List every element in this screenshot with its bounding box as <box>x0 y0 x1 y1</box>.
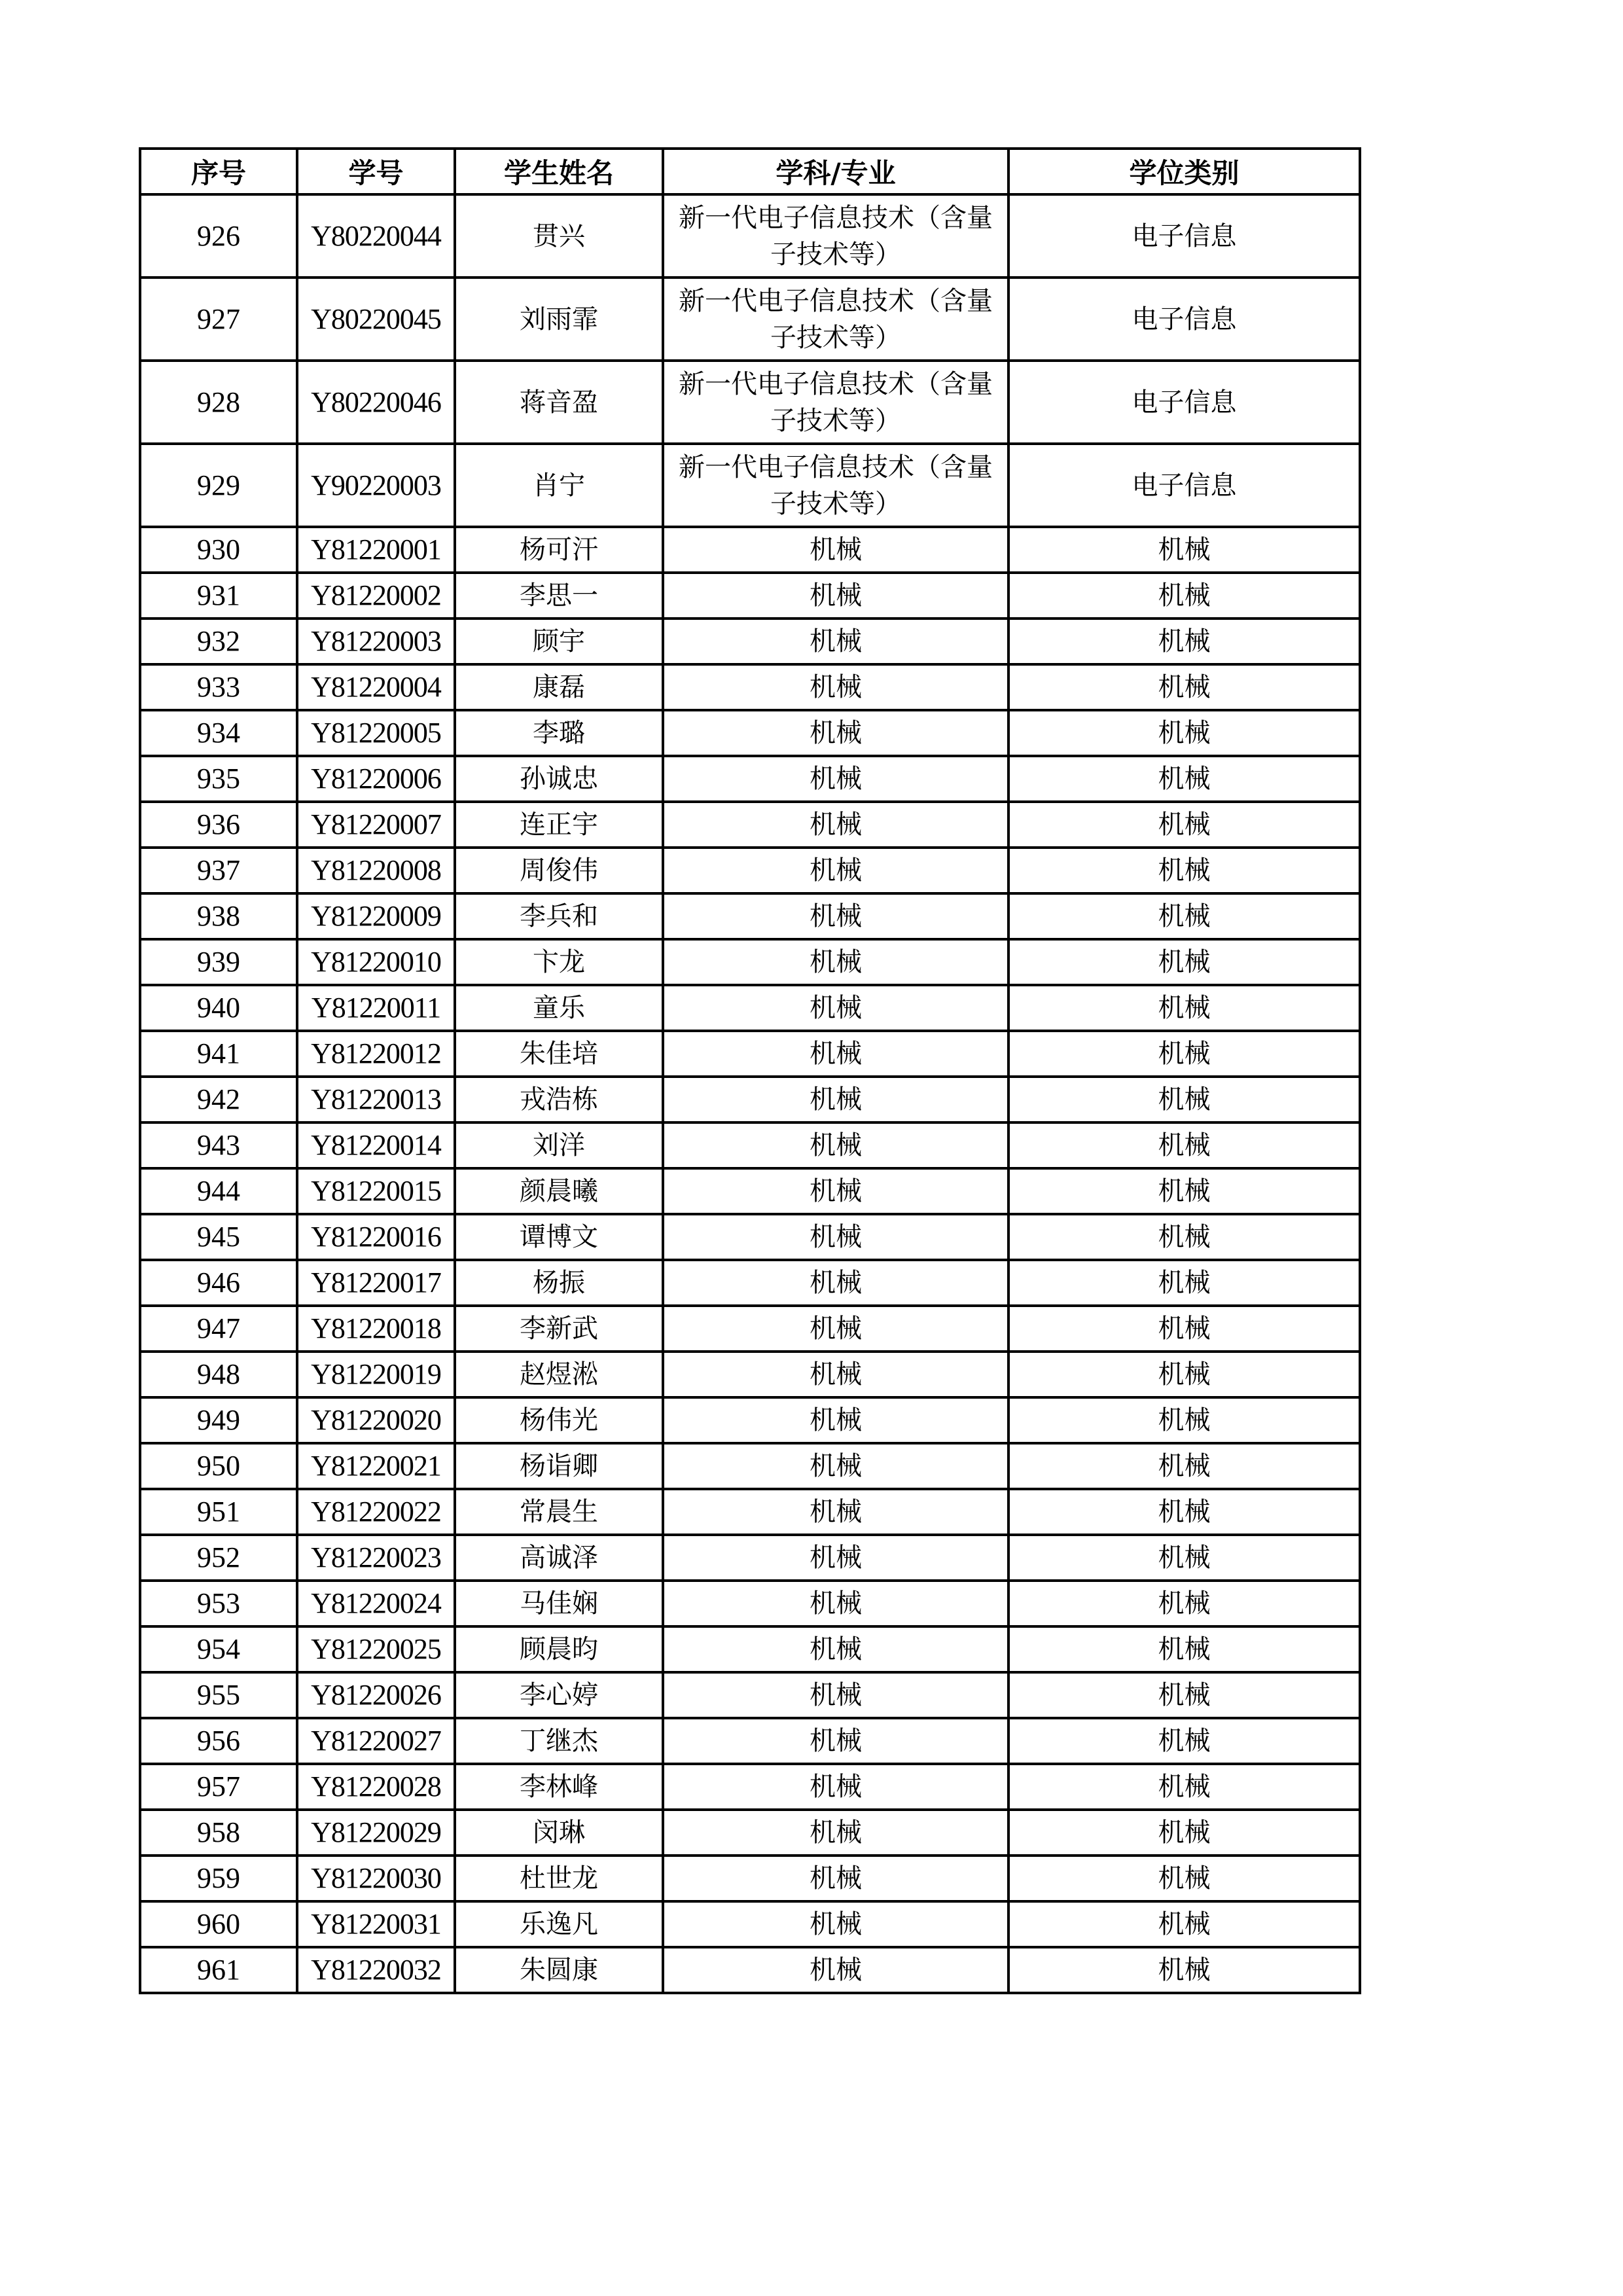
degree-type-cell: 机械 <box>1008 1764 1360 1810</box>
major-cell: 机械 <box>663 664 1008 710</box>
table-row <box>140 1031 1360 1077</box>
degree-type-cell: 机械 <box>1008 1581 1360 1626</box>
major-cell: 机械 <box>663 1260 1008 1306</box>
serial-number-cell: 938 <box>140 893 297 939</box>
serial-number-cell: 960 <box>140 1901 297 1947</box>
student-id-cell: Y81220019 <box>297 1352 455 1397</box>
serial-number-cell: 945 <box>140 1214 297 1260</box>
student-name-cell: 赵煜淞 <box>455 1352 663 1397</box>
major-cell: 机械 <box>663 1672 1008 1718</box>
degree-type-cell: 机械 <box>1008 710 1360 756</box>
student-id-cell: Y81220020 <box>297 1397 455 1443</box>
degree-type-cell: 机械 <box>1008 664 1360 710</box>
table-row <box>140 1352 1360 1397</box>
student-name-cell: 杨可汗 <box>455 527 663 573</box>
major-cell: 机械 <box>663 1901 1008 1947</box>
major-cell: 机械 <box>663 893 1008 939</box>
degree-type-cell: 机械 <box>1008 1352 1360 1397</box>
student-name-cell: 杜世龙 <box>455 1856 663 1901</box>
degree-type-cell: 机械 <box>1008 1535 1360 1581</box>
header-student-id: 学号 <box>297 149 455 194</box>
student-name-cell: 朱圆康 <box>455 1947 663 1993</box>
table-row <box>140 1626 1360 1672</box>
serial-number-cell: 933 <box>140 664 297 710</box>
student-id-cell: Y81220022 <box>297 1489 455 1535</box>
degree-type-cell: 机械 <box>1008 619 1360 664</box>
serial-number-cell: 950 <box>140 1443 297 1489</box>
major-cell: 新一代电子信息技术（含量子技术等） <box>663 361 1008 444</box>
serial-number-cell: 936 <box>140 802 297 848</box>
degree-type-cell: 机械 <box>1008 1397 1360 1443</box>
student-name-cell: 马佳娴 <box>455 1581 663 1626</box>
student-id-cell: Y81220027 <box>297 1718 455 1764</box>
student-id-cell: Y81220018 <box>297 1306 455 1352</box>
student-name-cell: 李林峰 <box>455 1764 663 1810</box>
student-id-cell: Y81220005 <box>297 710 455 756</box>
student-id-cell: Y81220024 <box>297 1581 455 1626</box>
student-id-cell: Y81220002 <box>297 573 455 619</box>
student-name-cell: 刘雨霏 <box>455 278 663 361</box>
table-row <box>140 1122 1360 1168</box>
table-row <box>140 1077 1360 1122</box>
serial-number-cell: 930 <box>140 527 297 573</box>
serial-number-cell: 948 <box>140 1352 297 1397</box>
student-table <box>139 147 1361 1994</box>
major-cell: 机械 <box>663 1168 1008 1214</box>
major-cell: 新一代电子信息技术（含量子技术等） <box>663 194 1008 278</box>
degree-type-cell: 机械 <box>1008 1718 1360 1764</box>
table-row <box>140 1168 1360 1214</box>
student-id-cell: Y81220010 <box>297 939 455 985</box>
table-row <box>140 1306 1360 1352</box>
student-id-cell: Y81220029 <box>297 1810 455 1856</box>
table-body <box>140 194 1360 1993</box>
student-id-cell: Y81220028 <box>297 1764 455 1810</box>
table-row <box>140 893 1360 939</box>
student-id-cell: Y81220008 <box>297 848 455 893</box>
serial-number-cell: 940 <box>140 985 297 1031</box>
serial-number-cell: 929 <box>140 444 297 527</box>
degree-type-cell: 机械 <box>1008 1443 1360 1489</box>
table-row <box>140 361 1360 444</box>
student-name-cell: 常晨生 <box>455 1489 663 1535</box>
student-name-cell: 高诚泽 <box>455 1535 663 1581</box>
student-name-cell: 丁继杰 <box>455 1718 663 1764</box>
student-name-cell: 谭博文 <box>455 1214 663 1260</box>
degree-type-cell: 机械 <box>1008 1626 1360 1672</box>
degree-type-cell: 机械 <box>1008 1810 1360 1856</box>
serial-number-cell: 955 <box>140 1672 297 1718</box>
table-row <box>140 1901 1360 1947</box>
table-row <box>140 710 1360 756</box>
table-row <box>140 664 1360 710</box>
table-row <box>140 1489 1360 1535</box>
degree-type-cell: 机械 <box>1008 573 1360 619</box>
student-id-cell: Y81220032 <box>297 1947 455 1993</box>
major-cell: 机械 <box>663 1810 1008 1856</box>
student-name-cell: 卞龙 <box>455 939 663 985</box>
student-name-cell: 刘洋 <box>455 1122 663 1168</box>
student-id-cell: Y81220013 <box>297 1077 455 1122</box>
serial-number-cell: 931 <box>140 573 297 619</box>
degree-type-cell: 机械 <box>1008 1672 1360 1718</box>
student-name-cell: 李璐 <box>455 710 663 756</box>
table-row <box>140 756 1360 802</box>
header-major: 学科/专业 <box>663 149 1008 194</box>
table-row <box>140 1581 1360 1626</box>
student-name-cell: 李新武 <box>455 1306 663 1352</box>
major-cell: 机械 <box>663 619 1008 664</box>
student-name-cell: 戎浩栋 <box>455 1077 663 1122</box>
student-name-cell: 贯兴 <box>455 194 663 278</box>
degree-type-cell: 机械 <box>1008 1077 1360 1122</box>
student-name-cell: 周俊伟 <box>455 848 663 893</box>
degree-type-cell: 机械 <box>1008 848 1360 893</box>
table-row <box>140 1214 1360 1260</box>
student-id-cell: Y81220030 <box>297 1856 455 1901</box>
degree-type-cell: 电子信息 <box>1008 194 1360 278</box>
student-id-cell: Y81220011 <box>297 985 455 1031</box>
student-name-cell: 康磊 <box>455 664 663 710</box>
major-cell: 新一代电子信息技术（含量子技术等） <box>663 444 1008 527</box>
major-cell: 机械 <box>663 1856 1008 1901</box>
major-cell: 机械 <box>663 1352 1008 1397</box>
header-degree-type: 学位类别 <box>1008 149 1360 194</box>
serial-number-cell: 927 <box>140 278 297 361</box>
degree-type-cell: 电子信息 <box>1008 444 1360 527</box>
major-cell: 机械 <box>663 1718 1008 1764</box>
student-name-cell: 闵琳 <box>455 1810 663 1856</box>
serial-number-cell: 949 <box>140 1397 297 1443</box>
student-name-cell: 颜晨曦 <box>455 1168 663 1214</box>
student-name-cell: 杨振 <box>455 1260 663 1306</box>
degree-type-cell: 机械 <box>1008 1260 1360 1306</box>
table-row <box>140 1947 1360 1993</box>
table-row <box>140 1397 1360 1443</box>
table-row <box>140 278 1360 361</box>
serial-number-cell: 951 <box>140 1489 297 1535</box>
degree-type-cell: 机械 <box>1008 1168 1360 1214</box>
student-id-cell: Y81220015 <box>297 1168 455 1214</box>
degree-type-cell: 机械 <box>1008 893 1360 939</box>
table-row <box>140 848 1360 893</box>
student-name-cell: 李兵和 <box>455 893 663 939</box>
header-student-name: 学生姓名 <box>455 149 663 194</box>
student-name-cell: 连正宇 <box>455 802 663 848</box>
major-cell: 机械 <box>663 527 1008 573</box>
student-id-cell: Y90220003 <box>297 444 455 527</box>
table-row <box>140 1443 1360 1489</box>
major-cell: 机械 <box>663 1122 1008 1168</box>
student-name-cell: 顾晨昀 <box>455 1626 663 1672</box>
student-name-cell: 杨诣卿 <box>455 1443 663 1489</box>
student-id-cell: Y80220045 <box>297 278 455 361</box>
student-id-cell: Y81220031 <box>297 1901 455 1947</box>
degree-type-cell: 机械 <box>1008 1901 1360 1947</box>
table-row <box>140 1764 1360 1810</box>
degree-type-cell: 机械 <box>1008 1214 1360 1260</box>
major-cell: 机械 <box>663 1443 1008 1489</box>
header-serial-number: 序号 <box>140 149 297 194</box>
degree-type-cell: 机械 <box>1008 939 1360 985</box>
serial-number-cell: 941 <box>140 1031 297 1077</box>
major-cell: 机械 <box>663 939 1008 985</box>
serial-number-cell: 935 <box>140 756 297 802</box>
student-name-cell: 童乐 <box>455 985 663 1031</box>
degree-type-cell: 机械 <box>1008 1306 1360 1352</box>
student-id-cell: Y81220023 <box>297 1535 455 1581</box>
degree-type-cell: 机械 <box>1008 1031 1360 1077</box>
student-id-cell: Y81220025 <box>297 1626 455 1672</box>
table-row <box>140 527 1360 573</box>
degree-type-cell: 机械 <box>1008 1947 1360 1993</box>
degree-type-cell: 机械 <box>1008 1856 1360 1901</box>
table-row <box>140 1856 1360 1901</box>
student-id-cell: Y81220016 <box>297 1214 455 1260</box>
student-id-cell: Y81220009 <box>297 893 455 939</box>
student-id-cell: Y81220021 <box>297 1443 455 1489</box>
major-cell: 机械 <box>663 848 1008 893</box>
major-cell: 机械 <box>663 1077 1008 1122</box>
student-id-cell: Y81220026 <box>297 1672 455 1718</box>
degree-type-cell: 机械 <box>1008 802 1360 848</box>
student-id-cell: Y81220007 <box>297 802 455 848</box>
serial-number-cell: 926 <box>140 194 297 278</box>
serial-number-cell: 952 <box>140 1535 297 1581</box>
major-cell: 机械 <box>663 1535 1008 1581</box>
student-id-cell: Y81220012 <box>297 1031 455 1077</box>
student-name-cell: 朱佳培 <box>455 1031 663 1077</box>
major-cell: 机械 <box>663 1214 1008 1260</box>
serial-number-cell: 946 <box>140 1260 297 1306</box>
serial-number-cell: 959 <box>140 1856 297 1901</box>
student-name-cell: 李心婷 <box>455 1672 663 1718</box>
table-row <box>140 1810 1360 1856</box>
major-cell: 机械 <box>663 1031 1008 1077</box>
degree-type-cell: 机械 <box>1008 1489 1360 1535</box>
serial-number-cell: 944 <box>140 1168 297 1214</box>
degree-type-cell: 机械 <box>1008 527 1360 573</box>
table-row <box>140 444 1360 527</box>
serial-number-cell: 954 <box>140 1626 297 1672</box>
degree-type-cell: 机械 <box>1008 985 1360 1031</box>
student-name-cell: 孙诚忠 <box>455 756 663 802</box>
student-name-cell: 乐逸凡 <box>455 1901 663 1947</box>
major-cell: 机械 <box>663 1764 1008 1810</box>
table-row <box>140 1535 1360 1581</box>
degree-type-cell: 机械 <box>1008 1122 1360 1168</box>
serial-number-cell: 958 <box>140 1810 297 1856</box>
serial-number-cell: 928 <box>140 361 297 444</box>
student-id-cell: Y80220044 <box>297 194 455 278</box>
table-row <box>140 985 1360 1031</box>
serial-number-cell: 939 <box>140 939 297 985</box>
major-cell: 机械 <box>663 573 1008 619</box>
degree-type-cell: 电子信息 <box>1008 361 1360 444</box>
serial-number-cell: 937 <box>140 848 297 893</box>
degree-type-cell: 电子信息 <box>1008 278 1360 361</box>
degree-type-cell: 机械 <box>1008 756 1360 802</box>
major-cell: 机械 <box>663 1947 1008 1993</box>
major-cell: 机械 <box>663 985 1008 1031</box>
major-cell: 新一代电子信息技术（含量子技术等） <box>663 278 1008 361</box>
table-row <box>140 573 1360 619</box>
student-id-cell: Y81220001 <box>297 527 455 573</box>
major-cell: 机械 <box>663 1306 1008 1352</box>
serial-number-cell: 932 <box>140 619 297 664</box>
major-cell: 机械 <box>663 1489 1008 1535</box>
serial-number-cell: 934 <box>140 710 297 756</box>
major-cell: 机械 <box>663 1397 1008 1443</box>
table-row <box>140 802 1360 848</box>
major-cell: 机械 <box>663 756 1008 802</box>
serial-number-cell: 957 <box>140 1764 297 1810</box>
serial-number-cell: 961 <box>140 1947 297 1993</box>
table-row <box>140 1718 1360 1764</box>
student-name-cell: 肖宁 <box>455 444 663 527</box>
student-name-cell: 顾宇 <box>455 619 663 664</box>
major-cell: 机械 <box>663 710 1008 756</box>
student-id-cell: Y81220017 <box>297 1260 455 1306</box>
student-name-cell: 李思一 <box>455 573 663 619</box>
student-name-cell: 杨伟光 <box>455 1397 663 1443</box>
serial-number-cell: 942 <box>140 1077 297 1122</box>
table-row <box>140 1672 1360 1718</box>
table-row <box>140 194 1360 278</box>
serial-number-cell: 943 <box>140 1122 297 1168</box>
major-cell: 机械 <box>663 1626 1008 1672</box>
table-row <box>140 619 1360 664</box>
student-id-cell: Y80220046 <box>297 361 455 444</box>
major-cell: 机械 <box>663 1581 1008 1626</box>
major-cell: 机械 <box>663 802 1008 848</box>
table-row <box>140 939 1360 985</box>
student-name-cell: 蒋音盈 <box>455 361 663 444</box>
serial-number-cell: 953 <box>140 1581 297 1626</box>
student-id-cell: Y81220014 <box>297 1122 455 1168</box>
header-row <box>140 149 1360 194</box>
student-id-cell: Y81220003 <box>297 619 455 664</box>
student-id-cell: Y81220006 <box>297 756 455 802</box>
table-row <box>140 1260 1360 1306</box>
serial-number-cell: 956 <box>140 1718 297 1764</box>
student-id-cell: Y81220004 <box>297 664 455 710</box>
serial-number-cell: 947 <box>140 1306 297 1352</box>
